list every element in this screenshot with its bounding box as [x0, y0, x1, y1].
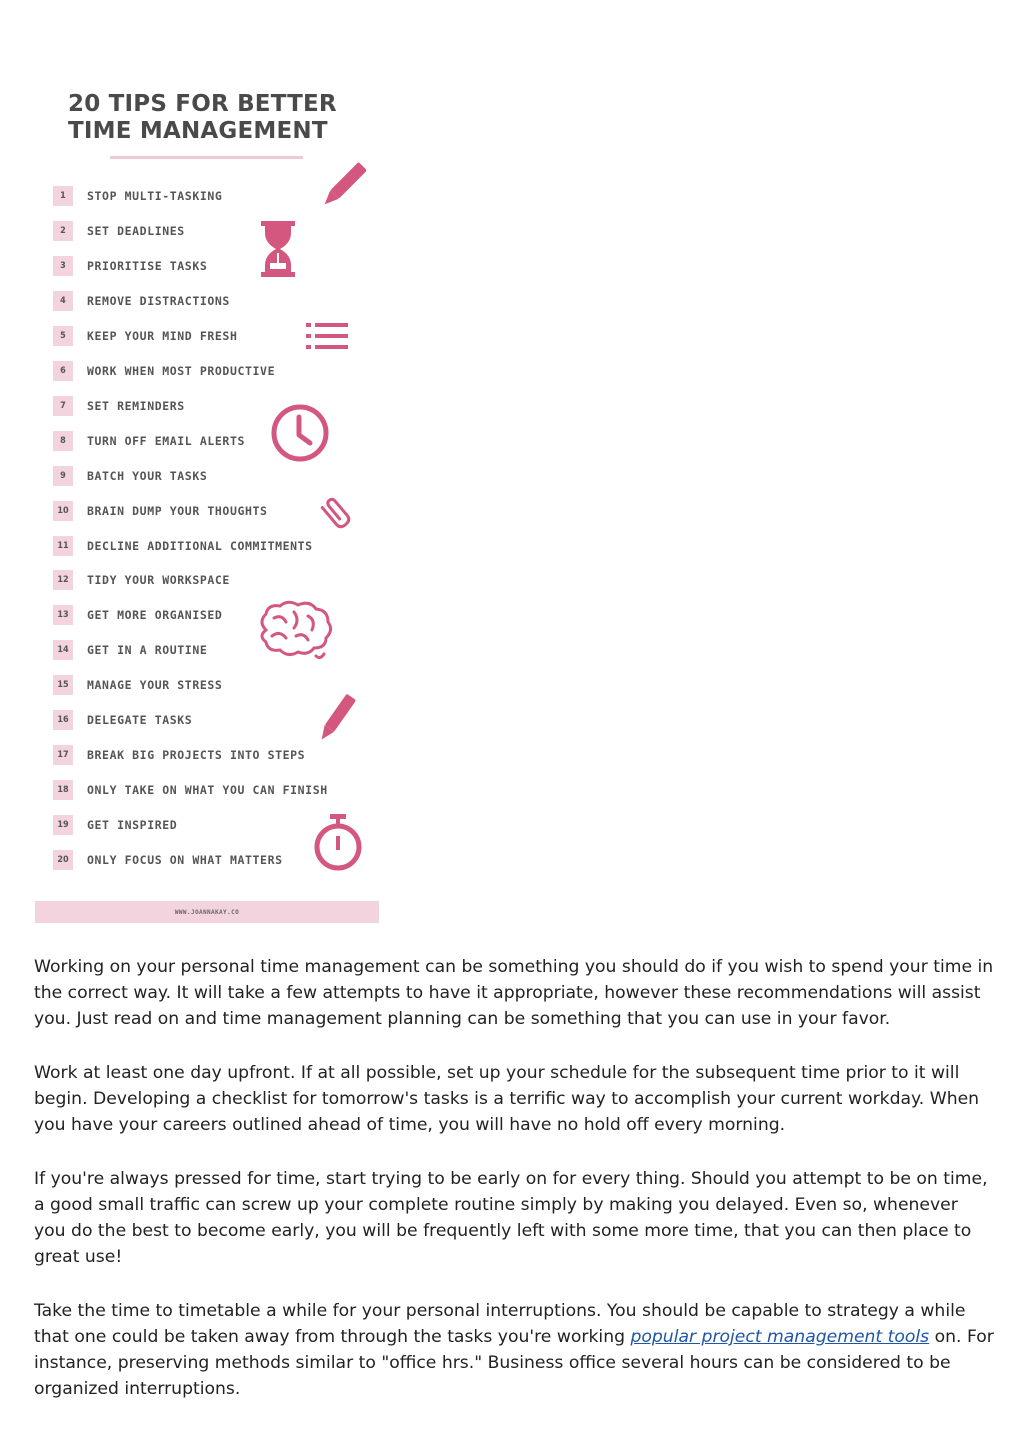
tip-item: [53, 326, 237, 346]
tip-text: DECLINE ADDITIONAL COMMITMENTS: [87, 538, 313, 553]
tip-text: PRIORITISE TASKS: [87, 258, 208, 273]
tip-text: MANAGE YOUR STRESS: [87, 678, 223, 693]
tip-number: 14: [53, 640, 73, 660]
tip-item: [53, 466, 207, 486]
tip-item: [53, 780, 328, 800]
tip-number: 16: [53, 710, 73, 730]
tip-number: 8: [53, 431, 73, 451]
tip-item: [53, 850, 283, 870]
clock-icon: [270, 403, 330, 463]
tip-text: GET INSPIRED: [87, 818, 178, 833]
stopwatch-icon: [314, 814, 362, 872]
tip-text: ONLY FOCUS ON WHAT MATTERS: [87, 853, 283, 868]
project-management-tools-link[interactable]: popular project management tools: [630, 1327, 930, 1347]
tip-number: 7: [53, 396, 73, 416]
tip-number: 3: [53, 256, 73, 276]
tip-item: [53, 605, 222, 625]
paperclip-icon: [317, 496, 355, 530]
paragraph-4-text-before: Take the time to timetable a while for your personal interruptions. You should be capable to strategy a while that one could be taken away from through the tasks you're working: [34, 1301, 966, 1347]
tip-number: 6: [53, 361, 73, 381]
infographic-title: [68, 91, 358, 145]
tip-number: 12: [53, 570, 73, 590]
tip-item: [53, 186, 222, 206]
infographic-footer: WWW.JOANNAKAY.CO: [35, 901, 379, 923]
hourglass-icon: [261, 221, 295, 277]
tip-number: 4: [53, 291, 73, 311]
paragraph-4-text-after: on. For instance, preserving methods similar to "office hrs." Business office several hours can be considered to be organized interruptions.: [34, 1327, 994, 1399]
tip-item: [53, 745, 305, 765]
tip-item: [53, 396, 185, 416]
tip-text: GET IN A ROUTINE: [87, 643, 208, 658]
paragraph-2: Work at least one day upfront. If at all possible, set up your schedule for the subsequent time prior to it will begin. Developing a checklist for tomorrow's tasks is a terrific way to accomplish your current workday. When you have your careers outlined ahead of time, you will have no hold off every morning.: [34, 1063, 980, 1135]
infographic-title-line-2: TIME MANAGEMENT: [68, 118, 328, 144]
tip-item: [53, 710, 192, 730]
tip-text: WORK WHEN MOST PRODUCTIVE: [87, 363, 276, 378]
tip-item: [53, 640, 207, 660]
article-body: [34, 954, 994, 1430]
tip-text: BATCH YOUR TASKS: [87, 468, 208, 483]
paragraph-1: Working on your personal time management can be something you should do if you wish to spend your time in the correct way. It will take a few attempts to have it appropriate, however these recommendations will assist you. Just read on and time management planning can be something that you can use in your favor.: [34, 957, 994, 1029]
tip-text: BREAK BIG PROJECTS INTO STEPS: [87, 748, 306, 763]
tip-item: [53, 570, 230, 590]
tip-text: GET MORE ORGANISED: [87, 608, 223, 623]
infographic-title-line-1: 20 TIPS FOR BETTER: [68, 91, 337, 117]
tip-number: 19: [53, 815, 73, 835]
tip-item: [53, 815, 177, 835]
tip-text: TIDY YOUR WORKSPACE: [87, 573, 230, 588]
tip-number: 11: [53, 536, 73, 556]
tip-text: STOP MULTI-TASKING: [87, 189, 223, 203]
tip-number: 13: [53, 605, 73, 625]
title-divider: [110, 156, 303, 159]
tip-number: 1: [53, 186, 73, 206]
tip-text: KEEP YOUR MIND FRESH: [87, 328, 238, 343]
tip-item: [53, 501, 268, 521]
tip-number: 2: [53, 221, 73, 241]
tip-item: [53, 256, 207, 276]
tip-text: BRAIN DUMP YOUR THOUGHTS: [87, 503, 268, 518]
tip-text: REMOVE DISTRACTIONS: [87, 293, 230, 308]
tip-text: ONLY TAKE ON WHAT YOU CAN FINISH: [87, 783, 328, 798]
infographic-image: [35, 63, 379, 923]
paragraph-4: [34, 1298, 994, 1402]
tip-item: [53, 221, 185, 241]
tip-number: 5: [53, 326, 73, 346]
tip-number: 17: [53, 745, 73, 765]
tip-item: [53, 431, 245, 451]
pen-icon: [311, 693, 361, 745]
tip-text: TURN OFF EMAIL ALERTS: [87, 433, 245, 448]
tip-number: 9: [53, 466, 73, 486]
tip-item: [53, 291, 230, 311]
tip-item: [53, 536, 313, 556]
tip-number: 20: [53, 850, 73, 870]
pen-icon: [317, 160, 369, 212]
tip-number: 15: [53, 675, 73, 695]
tip-text: SET REMINDERS: [87, 398, 185, 413]
tip-item: [53, 361, 275, 381]
tip-text: DELEGATE TASKS: [87, 713, 193, 728]
tip-number: 18: [53, 780, 73, 800]
list-icon: [306, 322, 348, 350]
brain-icon: [256, 600, 334, 662]
tip-item: [53, 675, 222, 695]
paragraph-3: If you're always pressed for time, start trying to be early on for every thing. Should you attempt to be on time, a good small traffic can screw up your complete routine simply by making you delayed. Even so, whenever you do the best to become early, you will be frequently left with some more time, that you can then place to great use!: [34, 1169, 988, 1267]
tip-text: SET DEADLINES: [87, 223, 185, 238]
tip-number: 10: [53, 501, 73, 521]
